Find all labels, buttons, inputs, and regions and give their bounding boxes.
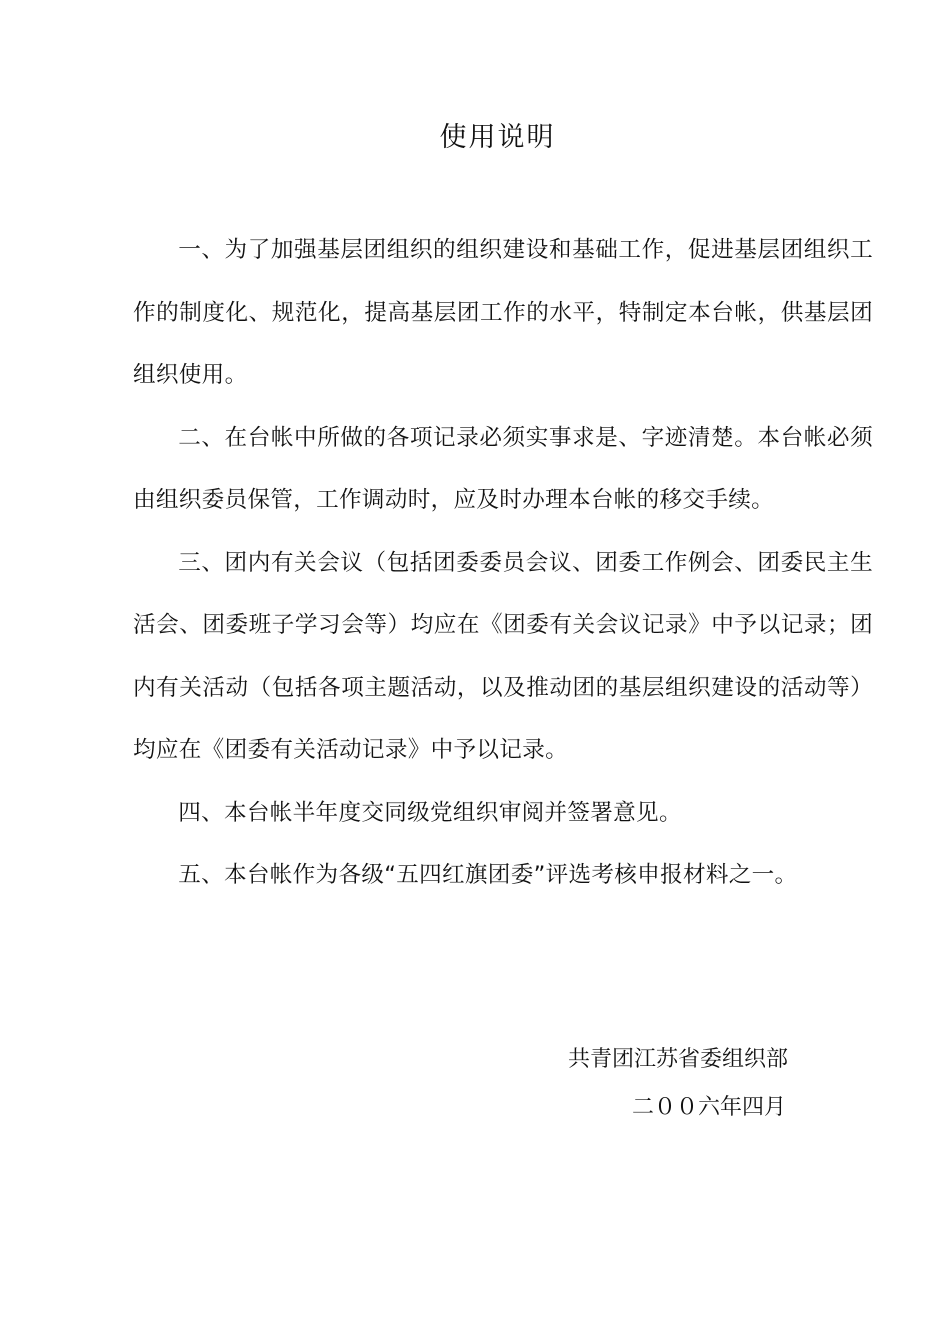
- paragraph-2: 二、在台帐中所做的各项记录必须实事求是、字迹清楚。本台帐必须由组织委员保管，工作调动时，应及时办理本台帐的移交手续。: [133, 424, 873, 513]
- paragraph-5: 五、本台帐作为各级“五四红旗团委”评选考核申报材料之一。: [178, 862, 798, 888]
- document-body: [133, 219, 873, 907]
- paragraph-4: 四、本台帐半年度交同级党组织审阅并签署意见。: [178, 799, 682, 826]
- issuer-signature: 共青团江苏省委组织部: [568, 1047, 789, 1072]
- issue-date: 二００六年四月: [632, 1095, 787, 1120]
- paragraph-3: 三、团内有关会议（包括团委委员会议、团委工作例会、团委民主生活会、团委班子学习会等）均应在《团委有关会议记录》中予以记录；团内有关活动（包括各项主题活动，以及推动团的基层组织建设的活动等）均应在《团委有关活动记录》中予以记录。: [133, 549, 873, 763]
- paragraph-1: 一、为了加强基层团组织的组织建设和基础工作，促进基层团组织工作的制度化、规范化，提高基层团工作的水平，特制定本台帐，供基层团组织使用。: [133, 237, 873, 388]
- document-title: 使用说明: [439, 122, 556, 153]
